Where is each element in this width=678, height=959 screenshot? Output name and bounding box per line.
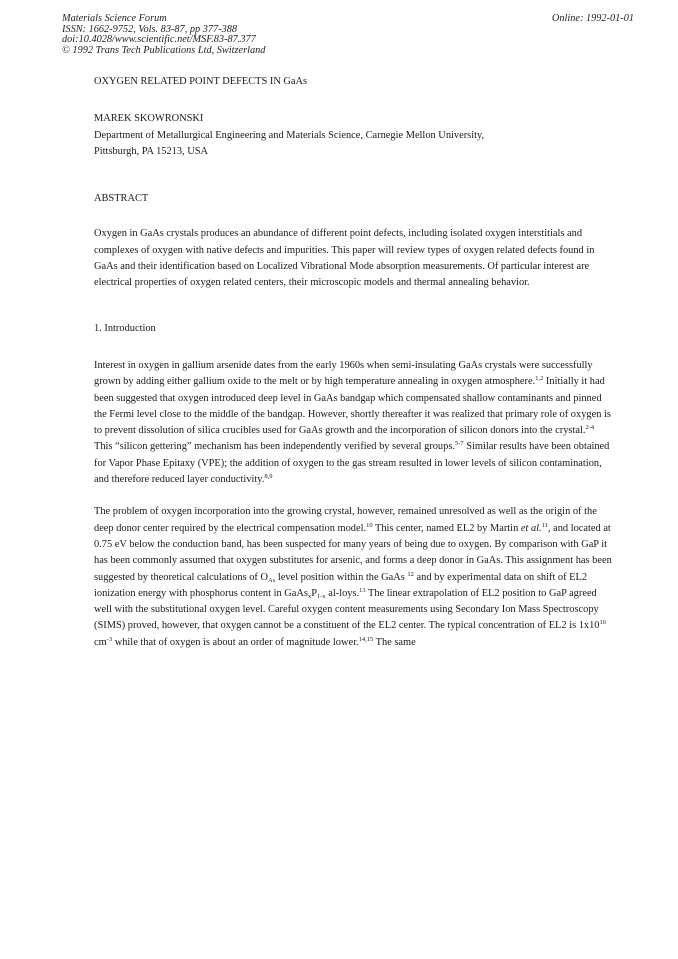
- issn-line: ISSN: 1662-9752, Vols. 83-87, pp 377-388: [62, 23, 238, 35]
- citation-ref: 11: [541, 521, 548, 529]
- affiliation-line-2: Pittsburgh, PA 15213, USA: [94, 145, 209, 157]
- citation-ref: 5-7: [454, 440, 464, 448]
- article-body: [94, 74, 612, 651]
- section-heading-introduction: 1. Introduction: [94, 322, 156, 334]
- abstract-text: Oxygen in GaAs crystals produces an abundance of different point defects, including isolated oxygen interstitials and complexes of oxygen with native defects and impurities. This paper will review types of oxygen related defects found in GaAs and their identification based on Localized Vibrational Mode absorption measurements. Of particular interest are electrical properties of oxygen related centers, their microscopic models and thermal annealing behavior.: [94, 228, 595, 289]
- intro-paragraph-2: The problem of oxygen incorporation into the growing crystal, however, remained unresolved as well as the origin of the deep donor center required by the electrical compensation model.$^{10}$ This center, named EL2 by Martin et al.$^{11}$, and located at 0.75 eV below the conduction band, has been suspected for many years of being due to oxygen. By comparison with GaP it has been commonly assumed that oxygen substitutes for arsenic, and forms a deep donor in GaAs. This assignment has been suggested by theoretical calculations of $O_{As}$ level position within the GaAs $^{12}$ and by experimental data on shift of EL2 ionization energy with phosphorus content in $GaAs_xP_{1-x}$ al-loys.$^{13}$ The linear extrapolation of EL2 position to GaP agreed well with the substitutional oxygen level. Careful oxygen content measurements using Secondary Ion Mass Spectroscopy (SIMS) proved, however, that oxygen cannot be a constituent of the EL2 center. The typical concentration of EL2 is $1x10^{16}$ $cm^{-3}$ while that of oxygen is about an order of magnitude lower.$^{14,15}$ The same: [94, 506, 612, 648]
- author-name: MAREK SKOWRONSKI: [94, 113, 204, 125]
- online-date: Online: 1992-01-01: [551, 13, 634, 24]
- affiliation-line-1: Department of Metallurgical Engineering and Materials Science, Carnegie Mellon University,: [94, 129, 485, 141]
- citation-ref: 13: [359, 586, 366, 594]
- author-affiliation: [94, 128, 612, 161]
- citation-ref: 14,15: [358, 635, 374, 643]
- doi-link[interactable]: doi:10.4028/www.scientific.net/MSF.83-87.377: [62, 34, 256, 46]
- journal-name: Materials Science Forum: [62, 13, 167, 24]
- citation-ref: 12: [407, 570, 414, 578]
- citation-ref: 10: [366, 521, 373, 529]
- abstract-heading: ABSTRACT: [94, 193, 149, 205]
- article-title: OXYGEN RELATED POINT DEFECTS IN GaAs: [94, 76, 308, 87]
- citation-ref: 8,9: [264, 473, 273, 481]
- intro-paragraph-1: Interest in oxygen in gallium arsenide dates from the early 1960s when semi-insulating GaAs crystals were successfully grown by adding either gallium oxide to the melt or by high temperature annealing in oxygen atmosphere.$^{1,2}$ Initially it had been suggested that oxygen introduced deep level in GaAs bandgap which compensated shallow contaminants and pinned the Fermi level close to the middle of the bandgap. However, shortly thereafter it was realized that primary role of oxygen is to prevent dissolution of silica crucibles used for GaAs growth and the incorporation of silicon donors into the crystal.$^{2-4}$ This “silicon gettering” mechanism has been independently verified by several groups.$^{5-7}$ Similar results have been obtained for Vapor Phase Epitaxy (VPE); the addition of oxygen to the gas stream resulted in lower levels of silicon contamination, and therefore reduced layer conductivity.$^{8,9}$: [94, 359, 611, 486]
- citation-ref: 1,2: [535, 375, 544, 383]
- copyright-line: © 1992 Trans Tech Publications Ltd, Switzerland: [62, 44, 266, 56]
- page-header-left: [62, 14, 265, 56]
- citation-ref: 2-4: [585, 424, 595, 432]
